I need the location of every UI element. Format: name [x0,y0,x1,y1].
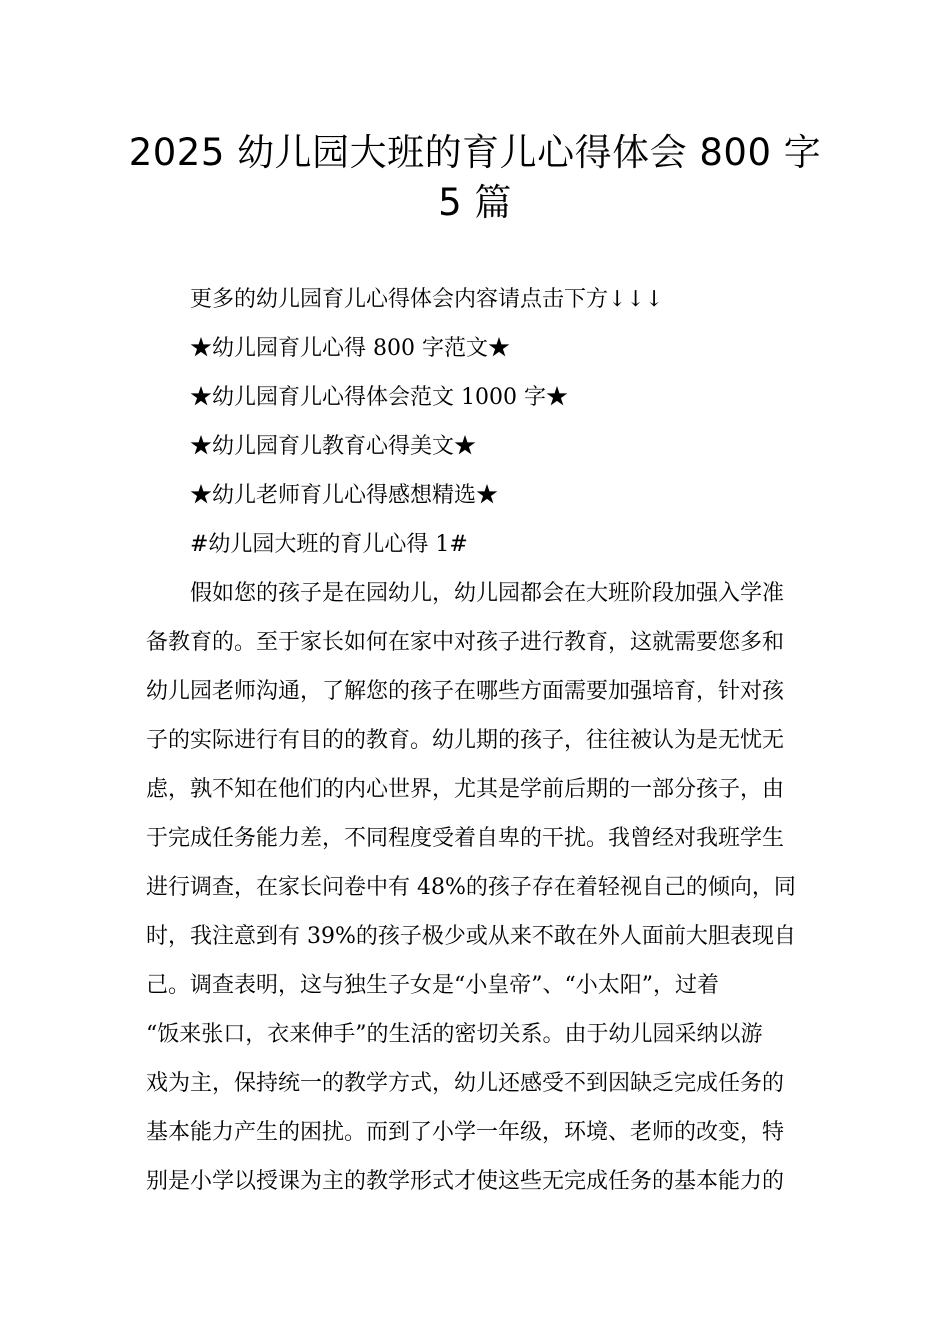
title-line-2: 5 篇 [438,181,512,224]
section-heading: #幼儿园大班的育儿心得 1# [190,532,468,557]
paragraph-line: “饭来张口，衣来伸手”的生活的密切关系。由于幼儿园采纳以游 [146,1022,763,1047]
paragraph-line: 别是小学以授课为主的教学形式才使这些无完成任务的基本能力的 [146,1169,785,1194]
link-essay-800[interactable]: ★幼儿园育儿心得 800 字范文★ [190,336,510,361]
paragraph-line: 备教育的。至于家长如何在家中对孩子进行教育，这就需要您多和 [146,630,785,655]
paragraph-line: 假如您的孩子是在园幼儿，幼儿园都会在大班阶段加强入学准 [190,581,785,606]
document-body [146,282,808,1213]
paragraph-line: 基本能力产生的困扰。而到了小学一年级，环境、老师的改变，特 [146,1120,785,1145]
paragraph-line: 时，我注意到有 39%的孩子极少或从来不敢在外人面前大胆表现自 [146,924,796,949]
link-teacher-essay[interactable]: ★幼儿老师育儿心得感想精选★ [190,483,499,508]
title-line-1: 2025 幼儿园大班的育儿心得体会 800 字 [128,131,822,174]
paragraph-line: 幼儿园老师沟通，了解您的孩子在哪些方面需要加强培育，针对孩 [146,679,785,704]
intro-text: 更多的幼儿园育儿心得体会内容请点击下方↓↓↓ [190,287,664,312]
paragraph-line: 子的实际进行有目的的教育。幼儿期的孩子，往往被认为是无忧无 [146,728,785,753]
link-education-essay[interactable]: ★幼儿园育儿教育心得美文★ [190,434,477,459]
paragraph-line: 虑，孰不知在他们的内心世界，尤其是学前后期的一部分孩子，由 [146,777,785,802]
document-title [120,128,830,228]
paragraph-line: 于完成任务能力差，不同程度受着自卑的干扰。我曾经对我班学生 [146,826,785,851]
paragraph-line: 己。调查表明，这与独生子女是“小皇帝”、“小太阳”，过着 [146,973,719,998]
paragraph-line: 进行调查，在家长问卷中有 48%的孩子存在着轻视自己的倾向，同 [146,875,796,900]
link-essay-1000[interactable]: ★幼儿园育儿心得体会范文 1000 字★ [190,385,568,410]
paragraph-line: 戏为主，保持统一的教学方式，幼儿还感受不到因缺乏完成任务的 [146,1071,785,1096]
